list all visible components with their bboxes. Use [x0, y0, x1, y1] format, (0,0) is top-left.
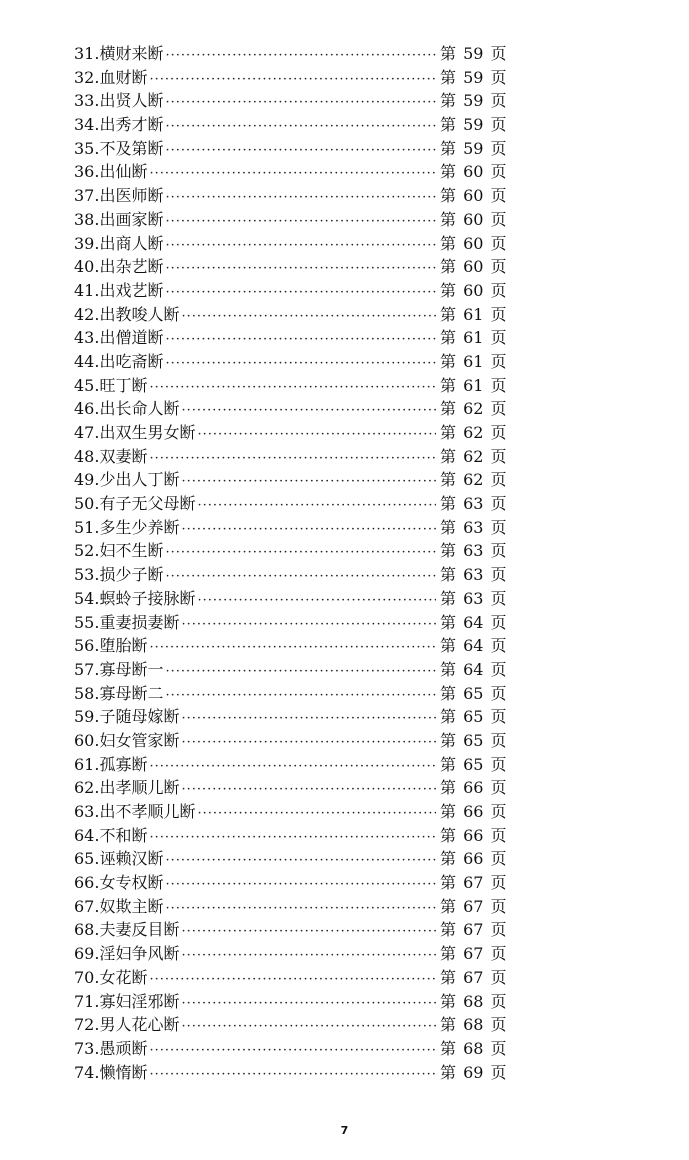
entry-number: 52.	[74, 541, 100, 561]
toc-entry	[74, 374, 507, 398]
entry-number: 35.	[74, 138, 100, 158]
page-number: 7	[340, 1124, 349, 1137]
entry-number: 67.	[74, 896, 100, 916]
entry-title: 愚顽断	[99, 1038, 148, 1058]
entry-number: 63.	[74, 802, 100, 821]
entry-title: 夫妻反目断	[99, 920, 180, 940]
entry-title: 出长命人断	[99, 399, 180, 419]
entry-title: 出孝顺儿断	[99, 778, 180, 798]
entry-page-ref: 第 68 页	[440, 1015, 507, 1035]
entry-page-ref: 第 60 页	[440, 257, 507, 277]
entry-number: 54.	[74, 588, 100, 608]
entry-number: 69.	[74, 944, 100, 964]
toc-entry	[74, 705, 507, 729]
entry-title: 懒惰断	[99, 1062, 148, 1082]
toc-entry	[74, 326, 507, 350]
dot-leader	[165, 849, 436, 873]
entry-title: 损少子断	[99, 565, 164, 585]
entry-title: 寡妇淫邪断	[99, 991, 180, 1011]
entry-number: 38.	[74, 209, 100, 229]
dot-leader	[149, 636, 436, 660]
table-of-contents	[74, 42, 507, 1084]
entry-number: 53.	[74, 565, 100, 585]
toc-entry	[74, 729, 507, 753]
entry-page-ref: 第 66 页	[440, 849, 507, 869]
entry-title: 出仙断	[99, 162, 148, 182]
entry-page-ref: 第 67 页	[440, 896, 507, 916]
toc-entry	[74, 89, 507, 113]
entry-page-ref: 第 64 页	[440, 612, 507, 632]
dot-leader	[181, 399, 436, 423]
dot-leader	[181, 944, 436, 968]
dot-leader	[149, 447, 436, 471]
entry-number: 71.	[74, 991, 100, 1011]
entry-page-ref: 第 67 页	[440, 967, 507, 987]
entry-number: 61.	[74, 754, 100, 774]
dot-leader	[165, 873, 436, 897]
entry-title: 出教唆人断	[99, 304, 180, 324]
entry-title: 不和断	[99, 825, 148, 845]
entry-page-ref: 第 62 页	[440, 446, 507, 466]
dot-leader	[149, 826, 436, 850]
toc-entry	[74, 232, 507, 256]
entry-number: 43.	[74, 328, 100, 348]
entry-title: 出戏艺断	[99, 280, 164, 300]
toc-entry	[74, 871, 507, 895]
toc-entry	[74, 658, 507, 682]
dot-leader	[149, 755, 436, 779]
toc-entry	[74, 539, 507, 563]
entry-title: 螟蛉子接脉断	[99, 588, 196, 608]
entry-number: 40.	[74, 257, 100, 277]
entry-page-ref: 第 62 页	[440, 423, 507, 442]
entry-title: 诬赖汉断	[99, 849, 164, 869]
dot-leader	[181, 992, 436, 1016]
dot-leader	[149, 162, 436, 186]
toc-entry	[74, 421, 507, 445]
entry-page-ref: 第 61 页	[440, 328, 507, 348]
entry-page-ref: 第 64 页	[440, 659, 507, 679]
toc-entry	[74, 966, 507, 990]
dot-leader	[181, 470, 436, 494]
entry-number: 59.	[74, 707, 100, 727]
entry-page-ref: 第 63 页	[440, 565, 507, 585]
entry-title: 男人花心断	[99, 1015, 180, 1035]
toc-entry	[74, 42, 507, 66]
toc-entry	[74, 1037, 507, 1061]
toc-entry	[74, 445, 507, 469]
toc-entry	[74, 634, 507, 658]
toc-entry	[74, 184, 507, 208]
dot-leader	[165, 115, 436, 139]
entry-title: 出僧道断	[99, 328, 164, 348]
entry-page-ref: 第 61 页	[440, 351, 507, 371]
entry-page-ref: 第 63 页	[440, 541, 507, 561]
entry-number: 48.	[74, 446, 100, 466]
entry-title: 女专权断	[99, 873, 164, 893]
toc-entry	[74, 800, 507, 824]
toc-entry	[74, 753, 507, 777]
toc-entry	[74, 66, 507, 90]
entry-page-ref: 第 62 页	[440, 399, 507, 419]
entry-number: 34.	[74, 115, 100, 135]
entry-title: 少出人丁断	[99, 470, 180, 490]
toc-entry	[74, 160, 507, 184]
entry-title: 旺丁断	[99, 375, 148, 395]
entry-page-ref: 第 65 页	[440, 730, 507, 750]
entry-page-ref: 第 69 页	[440, 1062, 507, 1082]
dot-leader	[165, 210, 436, 234]
dot-leader	[165, 234, 436, 258]
entry-page-ref: 第 60 页	[440, 280, 507, 300]
dot-leader	[165, 91, 436, 115]
entry-number: 39.	[74, 233, 100, 253]
entry-title: 双妻断	[99, 446, 148, 466]
toc-entry	[74, 587, 507, 611]
dot-leader	[149, 376, 436, 400]
toc-entry	[74, 113, 507, 137]
entry-title: 重妻损妻断	[99, 612, 180, 632]
entry-title: 妇女管家断	[99, 730, 180, 750]
toc-entry	[74, 918, 507, 942]
entry-page-ref: 第 59 页	[440, 91, 507, 111]
toc-entry	[74, 682, 507, 706]
entry-title: 淫妇争风断	[99, 944, 180, 964]
entry-number: 73.	[74, 1038, 100, 1058]
entry-number: 45.	[74, 375, 100, 395]
entry-page-ref: 第 64 页	[440, 636, 507, 656]
toc-list	[74, 42, 507, 1084]
dot-leader	[149, 68, 436, 92]
entry-page-ref: 第 66 页	[440, 778, 507, 798]
entry-title: 奴欺主断	[99, 896, 164, 916]
entry-title: 有子无父母断	[99, 494, 196, 514]
dot-leader	[181, 613, 436, 637]
toc-entry	[74, 350, 507, 374]
entry-number: 46.	[74, 399, 100, 419]
entry-number: 33.	[74, 91, 100, 111]
dot-leader	[165, 684, 436, 708]
toc-entry	[74, 847, 507, 871]
entry-number: 49.	[74, 470, 100, 490]
entry-title: 子随母嫁断	[99, 707, 180, 727]
dot-leader	[165, 352, 436, 376]
entry-number: 65.	[74, 849, 100, 869]
dot-leader	[165, 139, 436, 163]
dot-leader	[165, 257, 436, 281]
entry-title: 堕胎断	[99, 636, 148, 656]
dot-leader	[165, 44, 436, 68]
entry-number: 44.	[74, 351, 100, 371]
entry-page-ref: 第 63 页	[440, 517, 507, 537]
entry-page-ref: 第 59 页	[440, 67, 507, 87]
toc-entry	[74, 468, 507, 492]
toc-entry	[74, 137, 507, 161]
toc-entry	[74, 824, 507, 848]
entry-number: 42.	[74, 304, 100, 324]
entry-title: 出商人断	[99, 233, 164, 253]
dot-leader	[165, 660, 436, 684]
entry-title: 出杂艺断	[99, 257, 164, 277]
entry-number: 37.	[74, 186, 100, 206]
dot-leader	[181, 305, 436, 329]
entry-page-ref: 第 66 页	[440, 825, 507, 845]
entry-title: 出秀才断	[99, 115, 164, 135]
entry-page-ref: 第 60 页	[440, 186, 507, 206]
entry-page-ref: 第 66 页	[440, 802, 507, 821]
entry-page-ref: 第 59 页	[440, 115, 507, 135]
entry-title: 出画家断	[99, 209, 164, 229]
entry-number: 57.	[74, 659, 100, 679]
entry-page-ref: 第 68 页	[440, 1038, 507, 1058]
dot-leader	[181, 731, 436, 755]
entry-title: 女花断	[99, 967, 148, 987]
entry-number: 36.	[74, 162, 100, 182]
dot-leader	[197, 494, 436, 518]
dot-leader	[165, 897, 436, 921]
toc-entry	[74, 895, 507, 919]
toc-entry	[74, 279, 507, 303]
toc-entry	[74, 255, 507, 279]
toc-entry	[74, 1061, 507, 1085]
dot-leader	[197, 589, 436, 613]
dot-leader	[149, 1039, 436, 1063]
entry-number: 74.	[74, 1062, 100, 1082]
entry-number: 32.	[74, 67, 100, 87]
entry-number: 60.	[74, 730, 100, 750]
entry-title: 出吃斋断	[99, 351, 164, 371]
entry-page-ref: 第 59 页	[440, 44, 507, 63]
entry-number: 41.	[74, 280, 100, 300]
entry-title: 孤寡断	[99, 754, 148, 774]
entry-title: 出医师断	[99, 186, 164, 206]
entry-page-ref: 第 60 页	[440, 162, 507, 182]
toc-entry	[74, 397, 507, 421]
dot-leader	[149, 968, 436, 992]
entry-page-ref: 第 67 页	[440, 873, 507, 893]
toc-entry	[74, 208, 507, 232]
entry-page-ref: 第 65 页	[440, 707, 507, 727]
dot-leader	[165, 186, 436, 210]
dot-leader	[165, 281, 436, 305]
entry-number: 66.	[74, 873, 100, 893]
entry-page-ref: 第 65 页	[440, 754, 507, 774]
entry-number: 58.	[74, 683, 100, 703]
toc-entry	[74, 1013, 507, 1037]
entry-page-ref: 第 63 页	[440, 494, 507, 514]
entry-page-ref: 第 67 页	[440, 920, 507, 940]
entry-number: 47.	[74, 423, 100, 442]
dot-leader	[149, 1063, 436, 1087]
entry-title: 妇不生断	[99, 541, 164, 561]
entry-page-ref: 第 67 页	[440, 944, 507, 964]
toc-entry	[74, 776, 507, 800]
dot-leader	[181, 778, 436, 802]
entry-page-ref: 第 61 页	[440, 304, 507, 324]
entry-title: 出双生男女断	[99, 423, 196, 442]
entry-page-ref: 第 65 页	[440, 683, 507, 703]
dot-leader	[165, 541, 436, 565]
toc-entry	[74, 942, 507, 966]
dot-leader	[197, 423, 436, 447]
entry-title: 血财断	[99, 67, 148, 87]
dot-leader	[181, 518, 436, 542]
entry-title: 出不孝顺儿断	[99, 802, 196, 821]
toc-entry	[74, 990, 507, 1014]
entry-number: 70.	[74, 967, 100, 987]
entry-number: 56.	[74, 636, 100, 656]
entry-page-ref: 第 59 页	[440, 138, 507, 158]
entry-page-ref: 第 62 页	[440, 470, 507, 490]
toc-entry	[74, 611, 507, 635]
entry-number: 51.	[74, 517, 100, 537]
dot-leader	[181, 920, 436, 944]
toc-entry	[74, 303, 507, 327]
dot-leader	[181, 1015, 436, 1039]
entry-number: 31.	[74, 44, 100, 63]
dot-leader	[165, 328, 436, 352]
entry-number: 68.	[74, 920, 100, 940]
entry-page-ref: 第 60 页	[440, 233, 507, 253]
entry-number: 62.	[74, 778, 100, 798]
entry-page-ref: 第 63 页	[440, 588, 507, 608]
entry-number: 72.	[74, 1015, 100, 1035]
entry-title: 横财来断	[99, 44, 164, 63]
entry-title: 不及第断	[99, 138, 164, 158]
entry-number: 64.	[74, 825, 100, 845]
entry-title: 寡母断一	[99, 659, 164, 679]
entry-page-ref: 第 68 页	[440, 991, 507, 1011]
toc-entry	[74, 563, 507, 587]
dot-leader	[197, 802, 436, 826]
entry-number: 55.	[74, 612, 100, 632]
dot-leader	[165, 565, 436, 589]
entry-number: 50.	[74, 494, 100, 514]
entry-title: 多生少养断	[99, 517, 180, 537]
dot-leader	[181, 707, 436, 731]
entry-title: 出贤人断	[99, 91, 164, 111]
entry-page-ref: 第 60 页	[440, 209, 507, 229]
entry-page-ref: 第 61 页	[440, 375, 507, 395]
toc-entry	[74, 516, 507, 540]
toc-entry	[74, 492, 507, 516]
entry-title: 寡母断二	[99, 683, 164, 703]
